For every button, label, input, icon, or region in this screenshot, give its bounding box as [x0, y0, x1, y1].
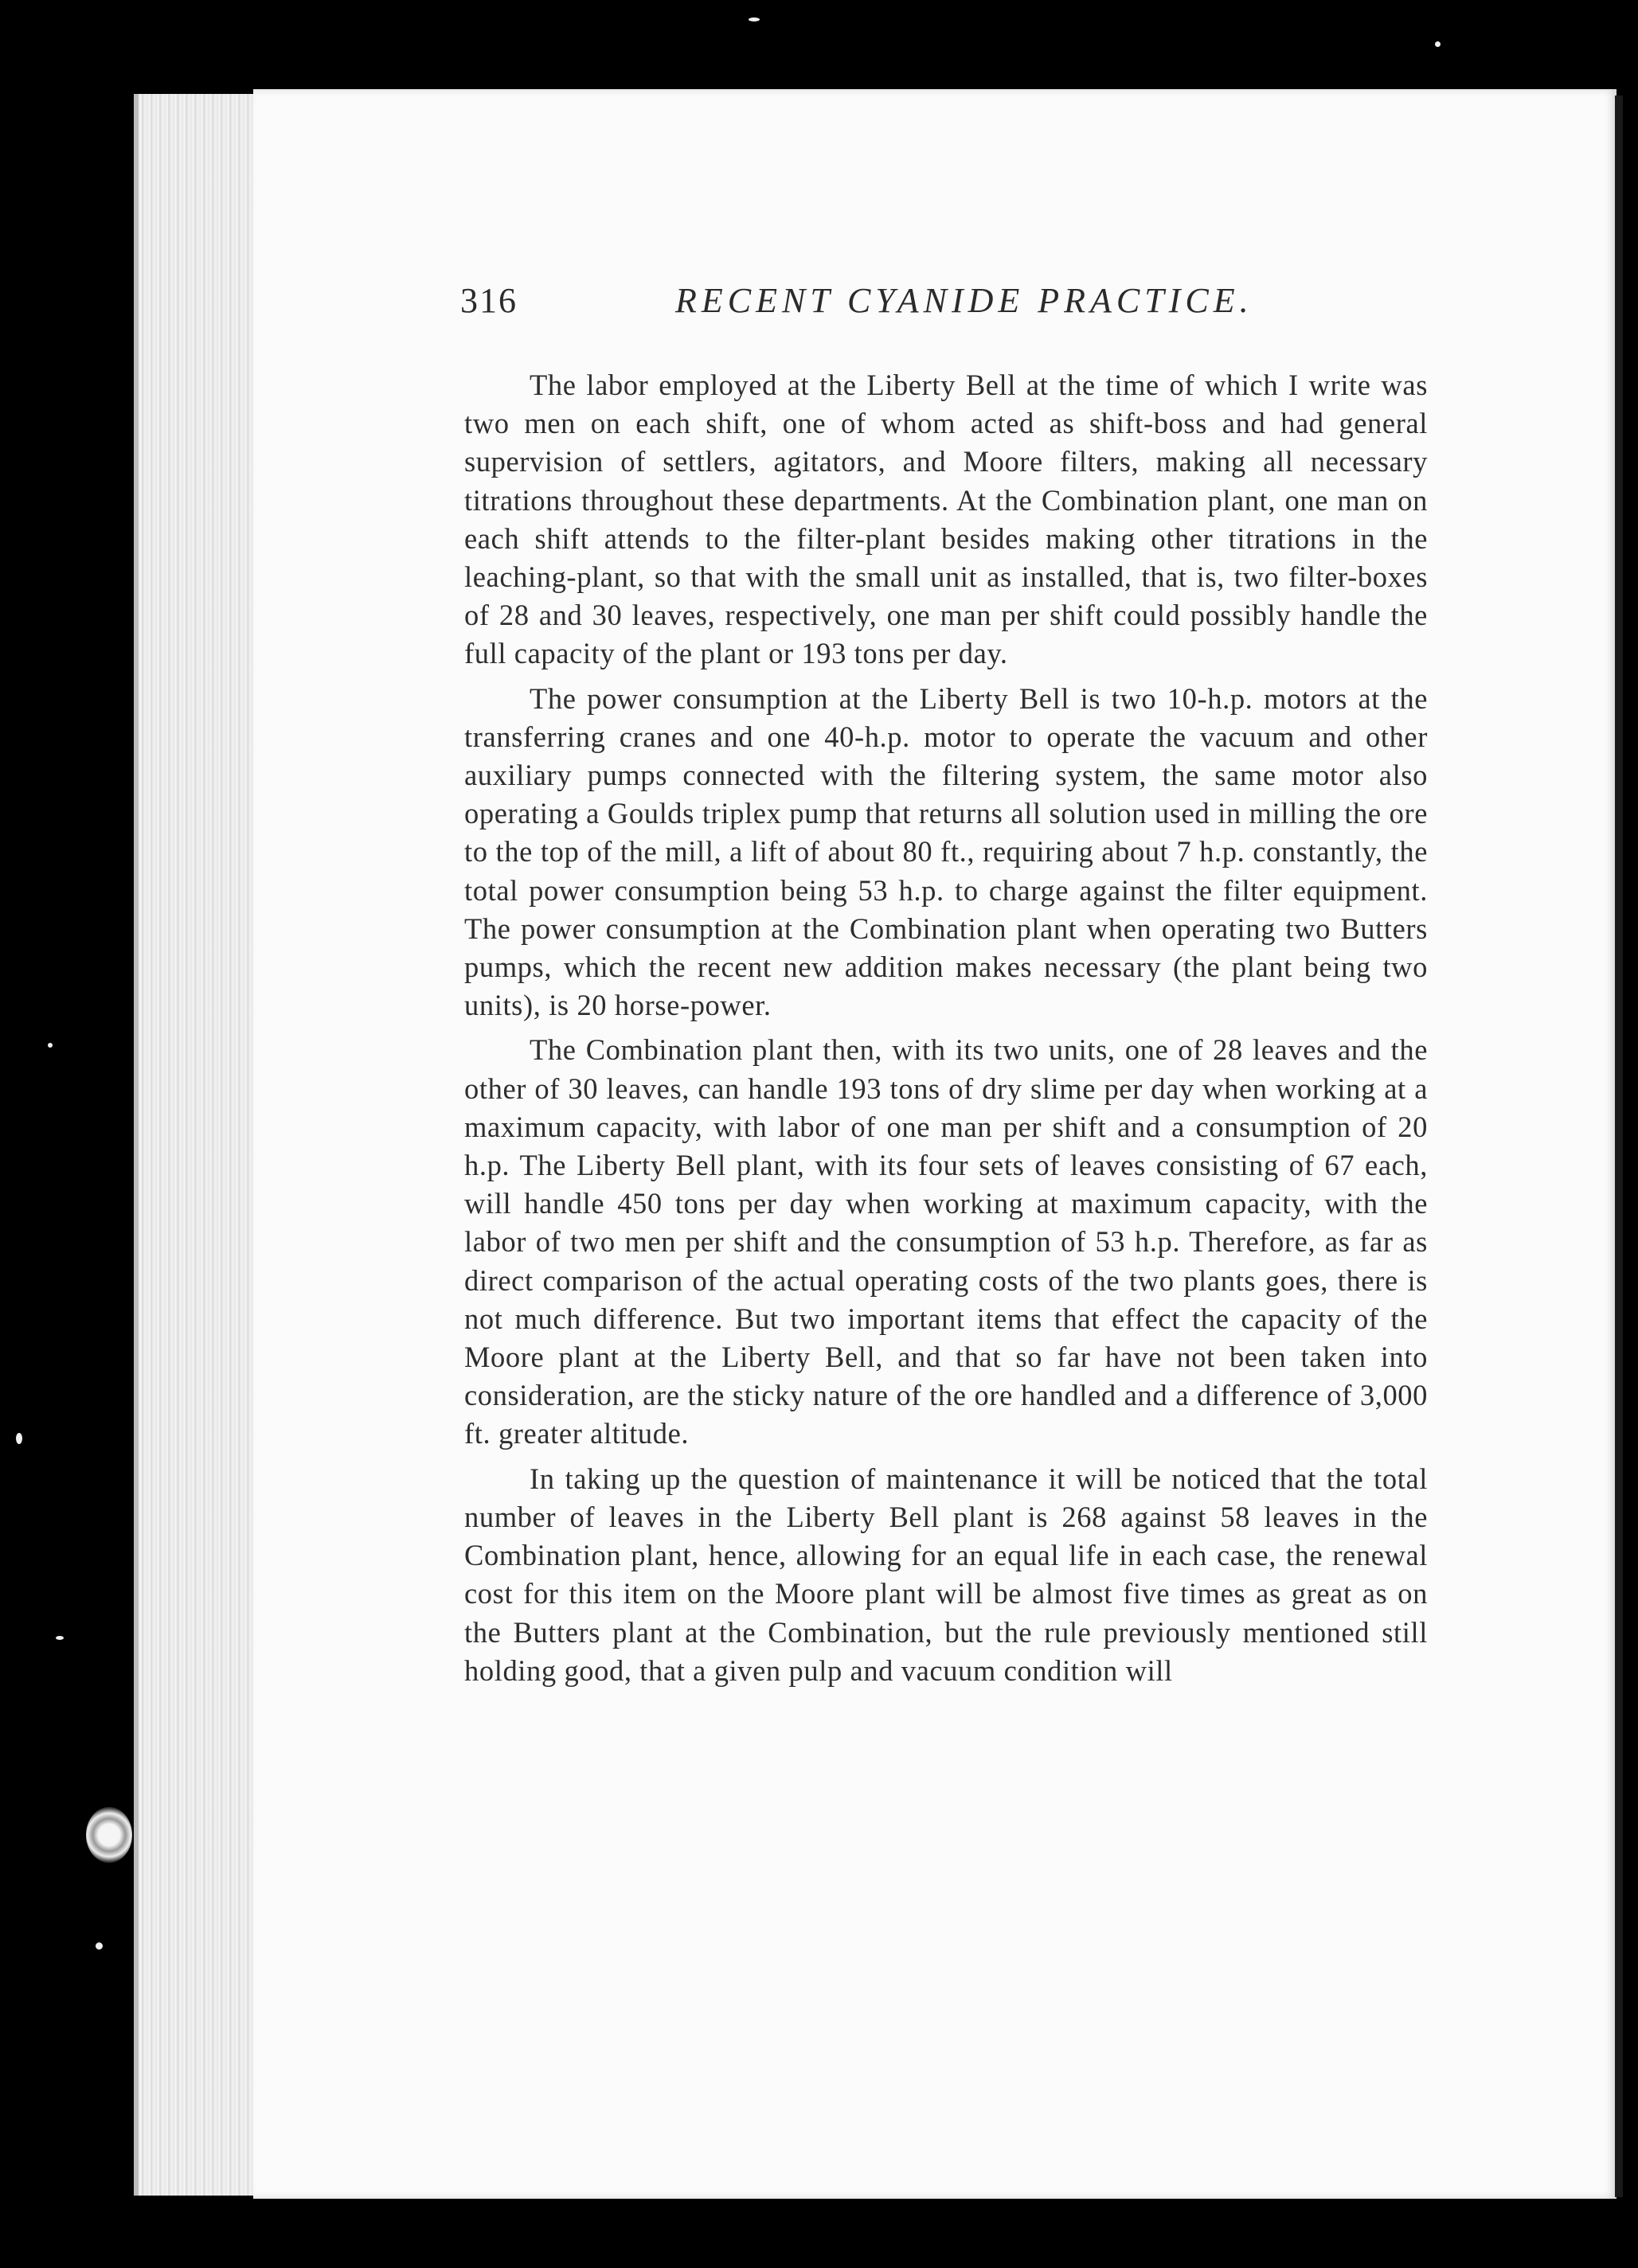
page-number: 316: [460, 281, 518, 320]
running-title: RECENT CYANIDE PRACTICE.: [675, 281, 1253, 320]
paragraph: The labor employed at the Liberty Bell at the time of which I write was two men on each shift, one of whom acted as shift-boss and had general supervision of settlers, agitators, and Moore filters, making all necessary titrations throughout these departments. At the Combination plant, one man on each shift attends to the filter-plant besides making other titrations in the leaching-plant, so that with the small unit as installed, that is, two filter-boxes of 28 and 30 leaves, respectively, one man per shift could possibly handle the full capacity of the plant or 193 tons per day.: [464, 369, 1428, 670]
scan-speck: [56, 1636, 64, 1640]
running-head: [460, 280, 1527, 336]
paragraph: In taking up the question of maintenance it will be noticed that the total number of leaves in the Liberty Bell plant is 268 against 58 leaves in the Combination plant, hence, allowing for an equal life in each case, the renewal cost for this item on the Moore plant will be almost five times as great as on the Butters plant at the Combination, but the rule previously mentioned still holding good, that a given pulp and vacuum condition will: [464, 1462, 1428, 1687]
book-page: [253, 89, 1616, 2199]
scan-speck: [1435, 41, 1441, 47]
scan-speck: [749, 18, 760, 21]
scan-speck: [48, 1043, 53, 1048]
book-page-edges: [134, 94, 266, 2196]
body-text: [464, 366, 1428, 1696]
scan-speck: [16, 1433, 22, 1444]
page-right-edge: [1615, 96, 1623, 2197]
scan-smudge: [86, 1807, 132, 1863]
scan-speck: [96, 1942, 103, 1950]
paragraph: The power consumption at the Liberty Bell is two 10-h.p. motors at the transferring cranes and one 40-h.p. motor to operate the vacuum and other auxiliary pumps connected with the filtering system, the same motor also operating a Goulds triplex pump that returns all solution used in milling the ore to the top of the mill, a lift of about 80 ft., requiring about 7 h.p. constantly, the total power consumption being 53 h.p. to charge against the filter equipment. The power consumption at the Combination plant when operating two Butters pumps, which the recent new addition makes necessary (the plant being two units), is 20 horse-power.: [464, 681, 1428, 1022]
paragraph: The Combination plant then, with its two units, one of 28 leaves and the other of 30 leaves, can handle 193 tons of dry slime per day when working at a maximum capacity, with labor of one man per shift and a consumption of 20 h.p. The Liberty Bell plant, with its four sets of leaves consisting of 67 each, will handle 450 tons per day when working at maximum capacity, with the labor of two men per shift and the consumption of 53 h.p. Therefore, as far as direct comparison of the actual operating costs of the two plants goes, there is not much difference. But two important items that effect the capacity of the Moore plant at the Liberty Bell, and that so far have not been taken into consideration, are the sticky nature of the ore handled and a difference of 3,000 ft. greater altitude.: [464, 1033, 1428, 1450]
